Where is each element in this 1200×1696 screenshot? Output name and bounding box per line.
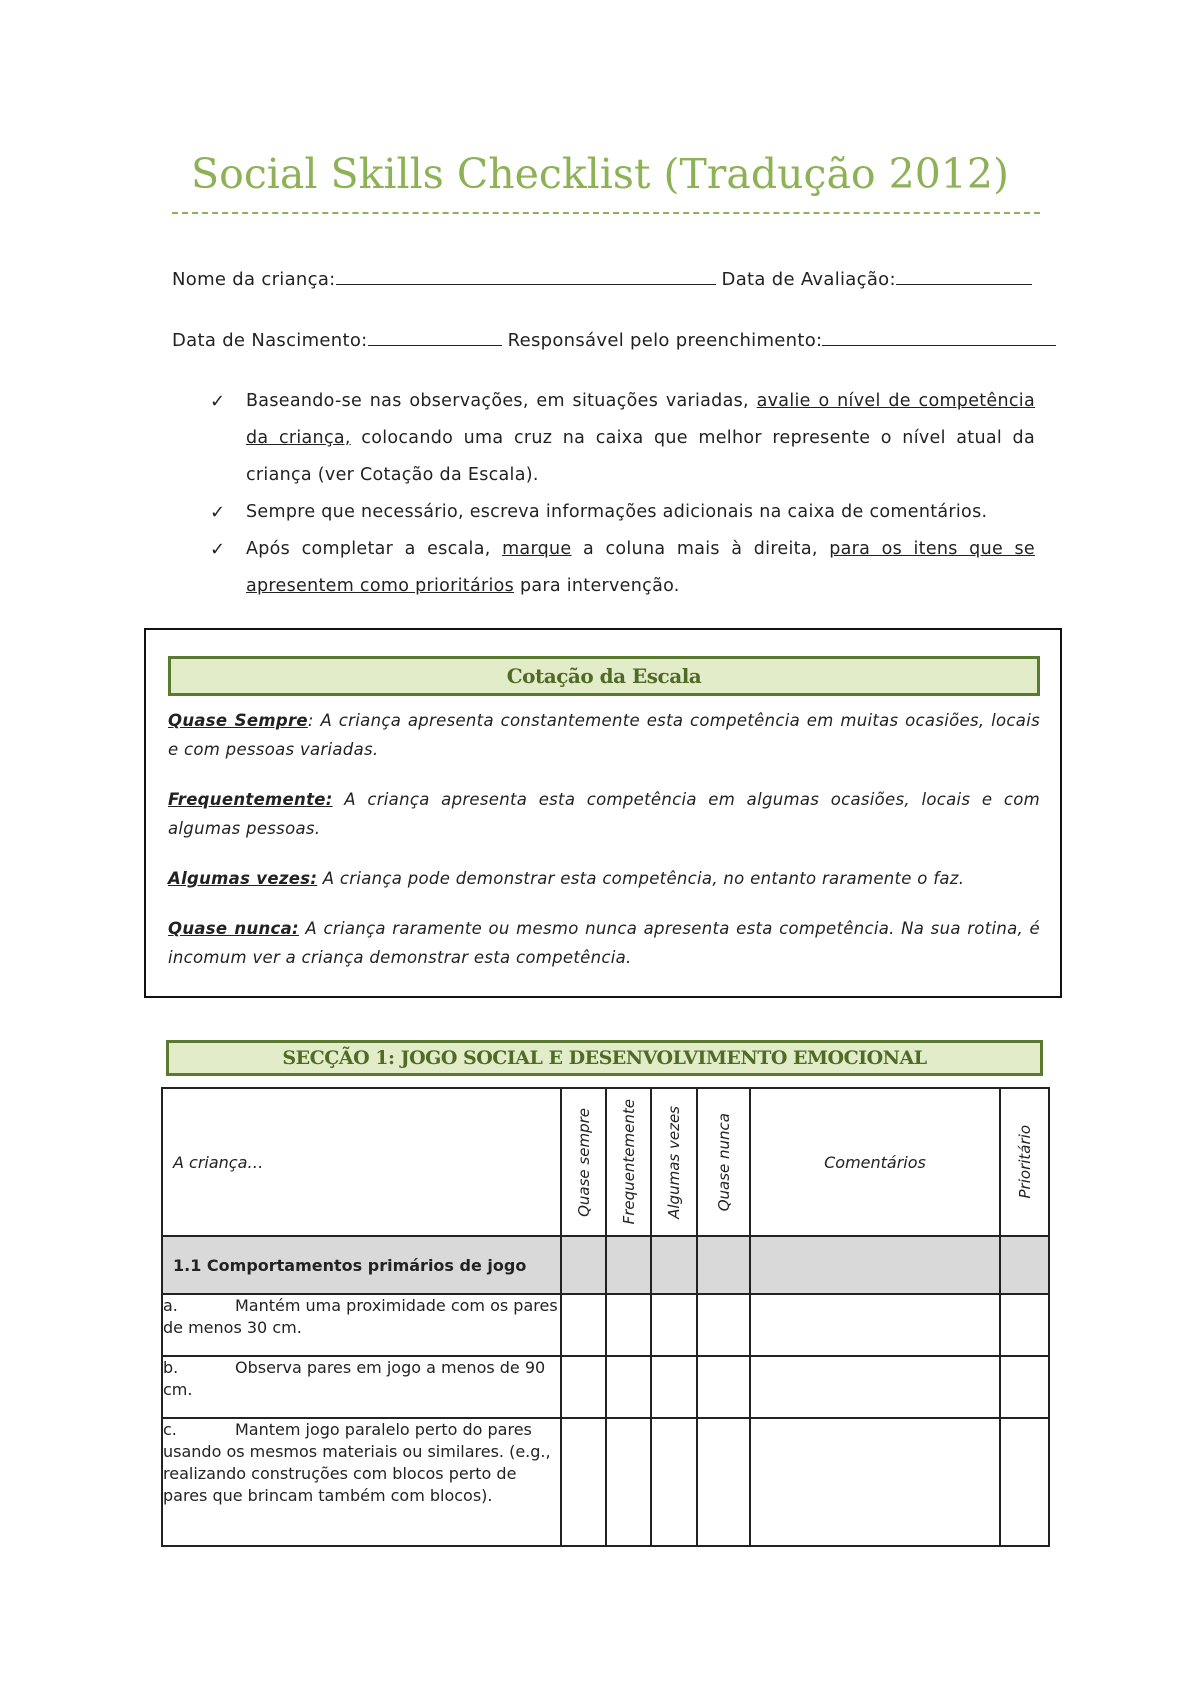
eval-date-label: Data de Avaliação:: [721, 269, 896, 290]
rating-cell[interactable]: [697, 1294, 750, 1356]
item-text: b. Observa pares em jogo a menos de 90 cm.: [162, 1356, 561, 1418]
scale-item: Quase Sempre: A criança apresenta constantemente esta competência em muitas ocasiões, locais e com pessoas variadas.: [168, 711, 1040, 759]
rating-cell[interactable]: [606, 1294, 651, 1356]
birth-date-field[interactable]: [368, 327, 502, 346]
instruction-item: ✓ Sempre que necessário, escreva informações adicionais na caixa de comentários.: [210, 494, 1035, 531]
scale-item: Frequentemente: A criança apresenta esta competência em algumas ocasiões, locais e com algumas pessoas.: [168, 790, 1040, 838]
instruction-item: ✓ Baseando-se nas observações, em situações variadas, avalie o nível de competência da criança, colocando uma cruz na caixa que melhor represente o nível atual da criança (ver Cotação da Escala).: [210, 383, 1035, 494]
table-row: [162, 1356, 1049, 1418]
child-name-field[interactable]: [336, 266, 716, 285]
col-child: A criança…: [162, 1088, 561, 1236]
responsible-field[interactable]: [822, 327, 1056, 346]
child-name-label: Nome da criança:: [172, 269, 336, 290]
comment-cell[interactable]: [750, 1418, 1000, 1546]
rating-cell[interactable]: [651, 1356, 697, 1418]
checklist-table: [161, 1087, 1050, 1547]
rating-cell[interactable]: [651, 1418, 697, 1546]
checkmark-icon: ✓: [210, 391, 226, 412]
priority-cell[interactable]: [1000, 1294, 1049, 1356]
priority-cell[interactable]: [1000, 1418, 1049, 1546]
title-divider: [172, 212, 1040, 214]
table-row: [162, 1294, 1049, 1356]
col-algumas-vezes: Algumas vezes: [665, 1105, 683, 1219]
rating-cell[interactable]: [697, 1356, 750, 1418]
instruction-item: ✓ Após completar a escala, marque a coluna mais à direita, para os itens que se apresentem como prioritários para intervenção.: [210, 531, 1035, 605]
rating-cell[interactable]: [561, 1294, 606, 1356]
rating-cell[interactable]: [651, 1294, 697, 1356]
col-quase-sempre: Quase sempre: [574, 1107, 593, 1217]
scale-header: Cotação da Escala: [168, 656, 1040, 696]
checkmark-icon: ✓: [210, 502, 226, 523]
subsection-title: 1.1 Comportamentos primários de jogo: [162, 1236, 561, 1294]
comment-cell[interactable]: [750, 1356, 1000, 1418]
priority-cell[interactable]: [1000, 1356, 1049, 1418]
page-title: Social Skills Checklist (Tradução 2012): [191, 150, 1009, 198]
eval-date-field[interactable]: [896, 266, 1032, 285]
rating-cell[interactable]: [561, 1356, 606, 1418]
col-comments: Comentários: [750, 1088, 1000, 1236]
scale-box: [144, 628, 1062, 998]
col-quase-nunca: Quase nunca: [714, 1112, 733, 1212]
col-priority: Prioritário: [1015, 1125, 1034, 1199]
section1-header: SECÇÃO 1: JOGO SOCIAL E DESENVOLVIMENTO EMOCIONAL: [166, 1040, 1043, 1076]
item-text: a. Mantém uma proximidade com os pares de menos 30 cm.: [162, 1294, 561, 1356]
scale-item: Algumas vezes: A criança pode demonstrar esta competência, no entanto raramente o faz.: [168, 869, 965, 888]
table-header-row: [162, 1088, 1049, 1236]
checkmark-icon: ✓: [210, 539, 226, 560]
responsible-label: Responsável pelo preenchimento:: [507, 330, 823, 351]
rating-cell[interactable]: [697, 1418, 750, 1546]
item-text: c. Mantem jogo paralelo perto do pares usando os mesmos materiais ou similares. (e.g., realizando construções com blocos perto de pares que brincam também com blocos).: [162, 1418, 561, 1546]
rating-cell[interactable]: [606, 1356, 651, 1418]
scale-item: Quase nunca: A criança raramente ou mesmo nunca apresenta esta competência. Na sua rotina, é incomum ver a criança demonstrar esta competência.: [168, 919, 1040, 967]
comment-cell[interactable]: [750, 1294, 1000, 1356]
rating-cell[interactable]: [561, 1418, 606, 1546]
fields-row-2: [172, 327, 1056, 351]
birth-date-label: Data de Nascimento:: [172, 330, 368, 351]
col-frequentemente: Frequentemente: [619, 1099, 638, 1225]
table-row: [162, 1418, 1049, 1546]
fields-row-1: [172, 266, 1032, 290]
rating-cell[interactable]: [606, 1418, 651, 1546]
instructions-list: [210, 383, 1035, 605]
subsection-row: [162, 1236, 1049, 1294]
